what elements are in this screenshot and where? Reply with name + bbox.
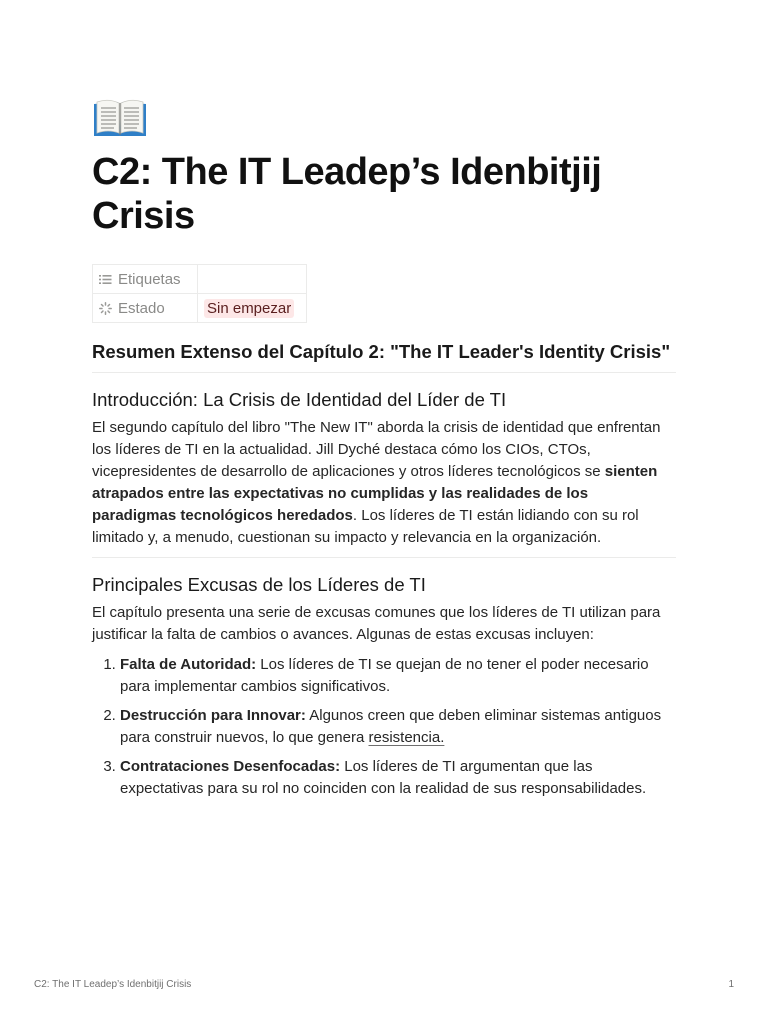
intro-bold-phrase: sienten atrapados entre las expectativas no cumplidas y las realidades de los paradigmas tecnológicos heredados xyxy=(92,463,658,524)
property-name: Estado xyxy=(93,294,198,323)
property-name: Etiquetas xyxy=(93,265,198,294)
footer-page-number: 1 xyxy=(728,979,734,990)
intro-paragraph: El segundo capítulo del libro "The New IT" aborda la crisis de identidad que enfrentan los líderes de TI en la actualidad. Jill Dyché destaca cómo los CIOs, CTOs, vicepresidentes de desarrollo de aplicaciones y otros líderes tecnológicos se sienten atrapados entre las expectativas no cumplidas y las realidades de los paradigmas tecnológicos heredados. Los líderes de TI están lidiando con su rol limitado y, a menudo, cuestionan su impacto y relevancia en la organización. xyxy=(92,419,661,546)
list-icon xyxy=(99,274,112,285)
properties-table xyxy=(92,264,307,323)
divider xyxy=(92,557,676,558)
intro-heading: Introducción: La Crisis de Identidad del Líder de TI xyxy=(92,389,507,410)
list-item-label: Falta de Autoridad: xyxy=(120,656,257,673)
property-row-status[interactable] xyxy=(93,294,307,323)
status-badge[interactable]: Sin empezar xyxy=(204,299,294,318)
list-item: 1. Falta de Autoridad: Los líderes de TI se quejan de no tener el poder necesario para implementar cambios significativos. xyxy=(120,654,676,698)
property-value-status[interactable] xyxy=(198,294,307,323)
footer-title: C2: The IT Leadep’s Idenbitjij Crisis xyxy=(34,979,192,990)
property-row-tags[interactable] xyxy=(93,265,307,294)
excuses-intro-paragraph: El capítulo presenta una serie de excusas comunes que los líderes de TI utilizan para justificar la falta de cambios o avances. Algunas de estas excusas incluyen: xyxy=(92,604,661,643)
loading-icon xyxy=(99,302,112,315)
page-content xyxy=(92,96,676,807)
list-item-label: Destrucción para Innovar: xyxy=(120,707,306,724)
page-title: C2: The IT Leadep’s Idenbitjij Crisis xyxy=(92,151,602,237)
list-item: 3. Contrataciones Desenfocadas: Los líderes de TI argumentan que las expectativas para su rol no coinciden con la realidad de sus responsabilidades. xyxy=(120,756,676,800)
list-item: 2. Destrucción para Innovar: Algunos creen que deben eliminar sistemas antiguos para construir nuevos, lo que genera resistencia. xyxy=(120,705,676,749)
list-item-label: Contrataciones Desenfocadas: xyxy=(120,758,341,775)
excuses-list xyxy=(92,654,676,800)
open-book-icon[interactable] xyxy=(92,96,148,140)
link-text[interactable]: resistencia. xyxy=(368,729,445,746)
summary-heading: Resumen Extenso del Capítulo 2: "The IT Leader's Identity Crisis" xyxy=(92,341,676,373)
property-value-tags[interactable] xyxy=(198,265,307,294)
excuses-heading: Principales Excusas de los Líderes de TI xyxy=(92,574,426,595)
